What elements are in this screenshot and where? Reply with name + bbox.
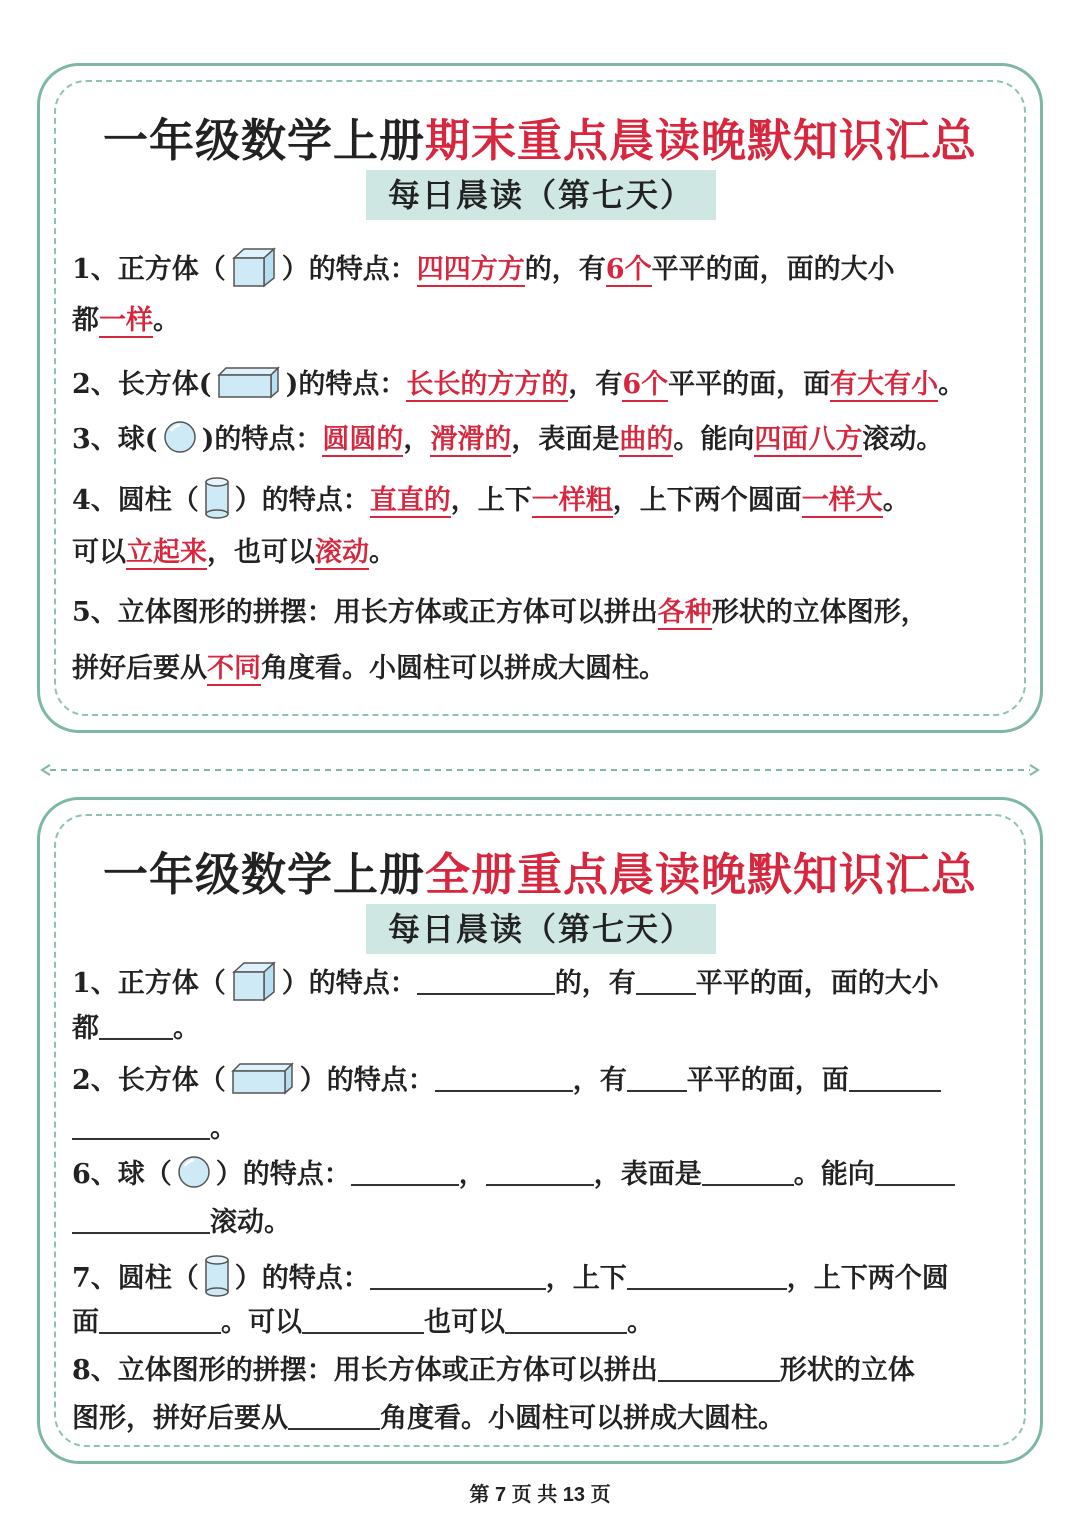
text-segment: 。	[882, 485, 910, 516]
cuboid-icon	[230, 1061, 296, 1102]
answer: 一样粗	[531, 485, 613, 516]
text-segment: 。	[369, 537, 396, 568]
text-segment: 2、长方体（	[72, 1065, 226, 1096]
answer: 四面八方	[754, 424, 863, 455]
text-segment: 。	[210, 1113, 237, 1144]
text-segment: 。能向	[673, 424, 755, 455]
answer-card	[37, 63, 1043, 733]
answer: 6个	[605, 254, 652, 285]
page-number: 第 7 页 共 13 页	[469, 1484, 611, 1506]
blank[interactable]	[875, 1183, 955, 1186]
text-segment: 8、立体图形的拼摆：用长方体或正方体可以拼出	[72, 1355, 658, 1386]
answer: 曲的	[619, 424, 674, 455]
text-segment: 1、正方体（	[72, 254, 226, 285]
title-red-part: 期末重点晨读晚默知识汇总	[425, 114, 978, 167]
text-segment: 的，有	[524, 254, 606, 285]
text-segment: ）的特点：	[281, 968, 417, 999]
text-segment: ）的特点：	[299, 1065, 435, 1096]
cube-icon	[230, 246, 278, 295]
text-segment: ，有	[572, 1065, 627, 1096]
text-segment: 。	[153, 305, 180, 336]
blank[interactable]	[351, 1183, 459, 1186]
item-8-line-2	[72, 1396, 1010, 1435]
answer: 一样	[99, 305, 153, 336]
text-segment: 2、长方体(	[72, 369, 212, 400]
item-2-line-2	[72, 1106, 1010, 1145]
dashed-divider	[40, 764, 1040, 776]
answer: 有大有小	[830, 369, 939, 400]
item-1-line-1	[72, 246, 1010, 295]
title-red-part: 全册重点晨读晚默知识汇总	[425, 848, 978, 901]
sphere-icon	[162, 419, 198, 462]
blank[interactable]	[636, 992, 696, 995]
item-8-line-1	[72, 1348, 1010, 1387]
text-segment: 面	[72, 1307, 99, 1338]
text-segment: ）的特点：	[215, 1159, 351, 1190]
blank[interactable]	[627, 1089, 687, 1092]
text-segment: 的，有	[554, 968, 636, 999]
text-segment: 都	[72, 305, 99, 336]
text-segment: 。	[938, 369, 966, 400]
cube-icon	[230, 960, 278, 1009]
answer: 直直的	[369, 485, 451, 516]
text-segment: 形状的立体图形，	[711, 597, 928, 628]
text-segment: 4、圆柱（	[72, 485, 199, 516]
answer: 6个	[622, 369, 669, 400]
item-2-line-1	[72, 1058, 1010, 1102]
text-segment: ，上下	[450, 485, 532, 516]
blank[interactable]	[417, 992, 555, 995]
item-5-line-1	[72, 590, 1010, 629]
text-segment: 。可以	[221, 1307, 302, 1338]
text-segment: 拼好后要从	[72, 653, 207, 684]
item-7-line-1	[72, 1254, 1010, 1305]
text-segment: 角度看。小圆柱可以拼成大圆柱。	[261, 653, 666, 684]
text-segment: ，表面是	[593, 1159, 702, 1190]
blank[interactable]	[72, 1137, 210, 1140]
text-segment: 。	[627, 1307, 654, 1338]
text-segment: 平平的面，面	[668, 369, 831, 400]
item-2	[72, 362, 1010, 406]
blank[interactable]	[702, 1183, 794, 1186]
text-segment: 7、圆柱（	[72, 1263, 199, 1294]
answer: 圆圆的	[322, 424, 404, 455]
text-segment: 可以	[72, 537, 126, 568]
text-segment: 也可以	[424, 1307, 505, 1338]
answer: 立起来	[126, 537, 207, 568]
card-subtitle: 每日晨读（第七天）	[366, 170, 716, 220]
text-segment: 1、正方体（	[72, 968, 226, 999]
card-title	[40, 838, 1040, 903]
answer: 长长的方方的	[406, 369, 569, 400]
item-4-line-2	[72, 530, 1010, 569]
blank[interactable]	[288, 1427, 380, 1430]
text-segment: 6、球（	[72, 1159, 172, 1190]
answer: 滚动	[315, 537, 369, 568]
blank[interactable]	[658, 1379, 780, 1382]
answer: 滑滑的	[430, 424, 512, 455]
blank[interactable]	[486, 1183, 594, 1186]
item-6-line-1	[72, 1152, 1010, 1197]
blank[interactable]	[849, 1089, 941, 1092]
text-segment: ）的特点：	[234, 1263, 370, 1294]
sphere-icon	[176, 1154, 212, 1197]
cylinder-icon	[203, 1254, 231, 1305]
text-segment: ，表面是	[511, 424, 620, 455]
text-segment: 5、立体图形的拼摆：用长方体或正方体可以拼出	[72, 597, 658, 628]
text-segment: 平平的面，面的大小	[695, 968, 939, 999]
text-segment: 图形，拼好后要从	[72, 1403, 288, 1434]
item-1-line-2	[72, 298, 1010, 337]
text-segment: 都	[72, 1013, 99, 1044]
text-segment: 角度看。小圆柱可以拼成大圆柱。	[380, 1403, 785, 1434]
item-5-line-2	[72, 646, 1010, 685]
text-segment: ，有	[568, 369, 623, 400]
blank[interactable]	[302, 1331, 424, 1334]
item-7-line-2	[72, 1300, 1010, 1339]
text-segment: 平平的面，面的大小	[651, 254, 895, 285]
blank[interactable]	[99, 1037, 173, 1040]
text-segment: ，上下两个圆	[786, 1263, 949, 1294]
blank[interactable]	[435, 1089, 573, 1092]
item-4-line-1	[72, 476, 1010, 527]
item-6-line-2	[72, 1200, 1010, 1239]
blank-card	[37, 797, 1043, 1464]
text-segment: 平平的面，面	[686, 1065, 849, 1096]
text-segment: 。	[173, 1013, 200, 1044]
text-segment: 滚动。	[210, 1207, 291, 1238]
item-1-line-1	[72, 960, 1010, 1009]
text-segment: ，上下两个圆面	[612, 485, 802, 516]
text-segment: ，	[458, 1159, 486, 1190]
card-title	[40, 104, 1040, 169]
blank[interactable]	[99, 1331, 221, 1334]
item-1-line-2	[72, 1006, 1010, 1045]
blank[interactable]	[370, 1287, 546, 1290]
answer: 各种	[657, 597, 712, 628]
answer: 不同	[207, 653, 261, 684]
text-segment: ，上下	[545, 1263, 627, 1294]
blank[interactable]	[627, 1287, 787, 1290]
text-segment: )的特点：	[285, 369, 407, 400]
answer: 四四方方	[416, 254, 525, 285]
text-segment: 形状的立体	[779, 1355, 915, 1386]
blank[interactable]	[505, 1331, 627, 1334]
item-3	[72, 417, 1010, 462]
text-segment: )的特点：	[201, 424, 323, 455]
blank[interactable]	[72, 1231, 210, 1234]
title-black-part: 一年级数学上册	[102, 114, 425, 167]
card-subtitle: 每日晨读（第七天）	[366, 904, 716, 954]
text-segment: ，也可以	[207, 537, 315, 568]
text-segment: ）的特点：	[281, 254, 417, 285]
text-segment: 滚动。	[862, 424, 944, 455]
text-segment: ）的特点：	[234, 485, 370, 516]
answer: 一样大	[801, 485, 883, 516]
title-black-part: 一年级数学上册	[102, 848, 425, 901]
text-segment: 。能向	[793, 1159, 875, 1190]
cylinder-icon	[203, 476, 231, 527]
text-segment: 3、球(	[72, 424, 158, 455]
text-segment: ，	[403, 424, 431, 455]
cuboid-icon	[216, 365, 282, 406]
